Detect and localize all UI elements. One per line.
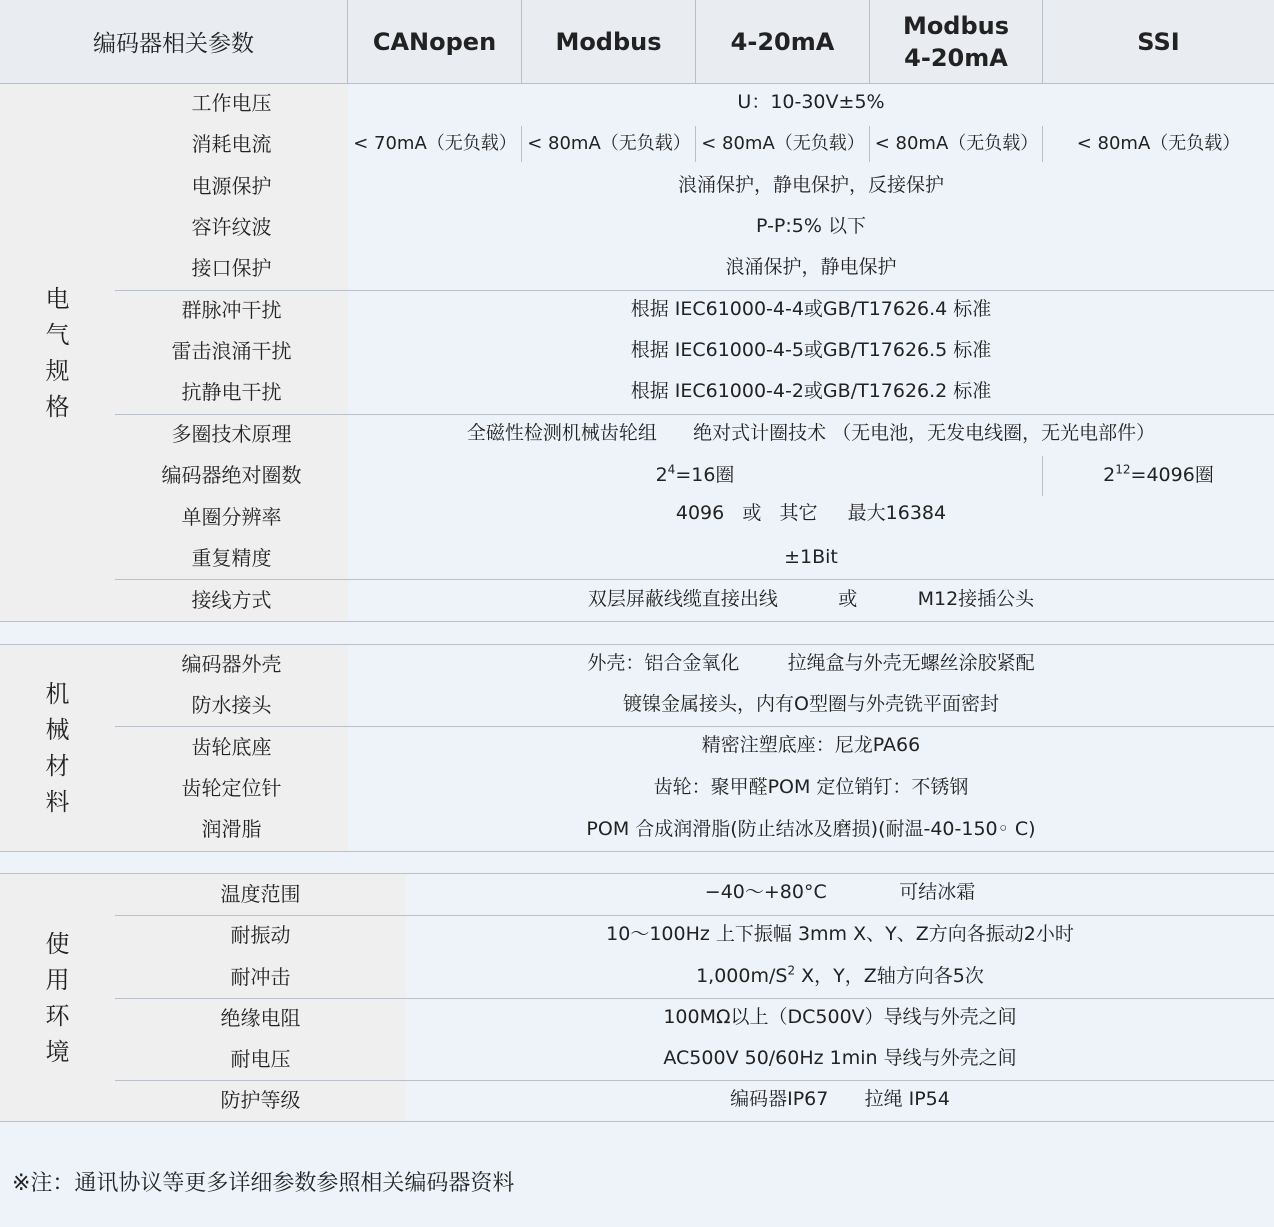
label-esd: 抗静电干扰: [181, 380, 282, 404]
header-param-label: 编码器相关参数: [0, 0, 348, 83]
header-modbus-4-20ma: Modbus 4-20mA: [870, 0, 1043, 83]
label-gear-pin: 齿轮定位针: [181, 776, 282, 800]
value-burst: 根据 IEC61000-4-4或GB/T17626.4 标准: [630, 298, 992, 320]
turns-exponent: 12: [1115, 462, 1131, 477]
label-surge: 雷击浪涌干扰: [171, 339, 292, 363]
section-label-char: 电: [45, 284, 70, 313]
label-absolute-turns: 编码器绝对圈数: [161, 463, 302, 487]
label-ripple: 容许纹波: [191, 215, 272, 239]
section-label-char: 材: [45, 752, 70, 780]
header-ssi: SSI: [1043, 0, 1274, 83]
section-label-char: 气: [45, 320, 70, 349]
value-surge: 根据 IEC61000-4-5或GB/T17626.5 标准: [630, 339, 992, 361]
section-divider: [0, 1121, 1274, 1122]
label-resolution: 单圈分辨率: [181, 505, 282, 529]
label-temperature: 温度范围: [220, 882, 301, 906]
turns-base: 2: [1103, 464, 1116, 486]
value-housing: 外壳：铝合金氧化 拉绳盒与外壳无螺丝涂胶紧配: [587, 652, 1035, 674]
label-repeat-accuracy: 重复精度: [191, 546, 272, 570]
value-grease: POM 合成润滑脂(防止结冰及磨损)(耐温-40-150◦ C): [586, 818, 1036, 840]
value-turns-standard: [348, 455, 1042, 495]
value-working-voltage: U：10-30V±5%: [737, 91, 885, 113]
section-label-char: 环: [45, 1001, 70, 1030]
mechanical-section-label: [0, 645, 115, 851]
label-grease: 润滑脂: [201, 817, 262, 841]
section-label-char: 使: [45, 929, 70, 958]
value-current-ssi: < 80mA（无负载）: [1076, 133, 1241, 154]
label-protection-grade: 防护等级: [220, 1088, 301, 1112]
value-turns-ssi: [1043, 455, 1274, 495]
value-interface-protect: 浪涌保护，静电保护: [725, 256, 897, 278]
section-divider: [0, 851, 1274, 852]
value-current-4-20ma: < 80mA（无负载）: [701, 133, 865, 154]
turns-result: =16圈: [675, 464, 735, 486]
label-power-protect: 电源保护: [191, 174, 272, 198]
section-label-char: 用: [45, 965, 70, 994]
label-burst: 群脉冲干扰: [181, 298, 282, 322]
section-label-char: 格: [45, 392, 70, 421]
label-insulation: 绝缘电阻: [220, 1006, 301, 1030]
value-withstand-voltage: AC500V 50/60Hz 1min 导线与外壳之间: [663, 1047, 1017, 1069]
value-insulation: 100MΩ以上（DC500V）导线与外壳之间: [663, 1006, 1017, 1028]
value-current-canopen: < 70mA（无负载）: [353, 133, 517, 154]
value-wiring: 双层屏蔽线缆直接出线 或 M12接插公头: [587, 588, 1035, 610]
electrical-section-label: [0, 84, 115, 621]
shock-direction: X，Y，Z轴方向各5次: [795, 965, 984, 987]
value-waterproof: 镀镍金属接头，内有O型圈与外壳铣平面密封: [623, 693, 999, 715]
turns-result: =4096圈: [1130, 464, 1214, 486]
label-working-voltage: 工作电压: [191, 91, 272, 115]
label-shock: 耐冲击: [230, 965, 291, 989]
turns-base: 2: [655, 464, 668, 486]
environment-section-label: [0, 874, 115, 1121]
section-label-char: 械: [45, 716, 70, 744]
value-repeat-accuracy: ±1Bit: [784, 546, 838, 568]
label-current: 消耗电流: [191, 132, 272, 156]
value-gear-base: 精密注塑底座：尼龙PA66: [701, 734, 921, 756]
value-ripple: P-P:5% 以下: [756, 215, 866, 237]
label-wiring: 接线方式: [191, 588, 272, 612]
value-vibration: 10～100Hz 上下振幅 3mm X、Y、Z方向各振动2小时: [606, 923, 1074, 945]
section-label-char: 境: [45, 1037, 70, 1066]
turns-exponent: 4: [667, 462, 676, 477]
section-divider: [0, 621, 1274, 622]
header-canopen: CANopen: [348, 0, 522, 83]
shock-value: 1,000m/S: [696, 965, 788, 987]
label-vibration: 耐振动: [230, 923, 291, 947]
label-housing: 编码器外壳: [181, 652, 282, 676]
label-interface-protect: 接口保护: [191, 256, 272, 280]
label-withstand-voltage: 耐电压: [230, 1047, 291, 1071]
shock-exponent: 2: [787, 963, 796, 978]
label-gear-base: 齿轮底座: [191, 735, 272, 759]
value-esd: 根据 IEC61000-4-2或GB/T17626.2 标准: [630, 380, 992, 402]
header-modbus: Modbus: [522, 0, 696, 83]
value-power-protect: 浪涌保护，静电保护，反接保护: [677, 174, 944, 196]
value-current-modbus-4-20ma: < 80mA（无负载）: [874, 133, 1039, 154]
label-waterproof: 防水接头: [191, 693, 272, 717]
section-label-char: 规: [45, 356, 70, 385]
label-multiturn: 多圈技术原理: [171, 422, 292, 446]
section-label-char: 料: [45, 788, 70, 816]
value-temperature: −40～+80°C 可结冰霜: [704, 881, 976, 903]
header-4-20ma: 4-20mA: [696, 0, 870, 83]
value-multiturn: 全磁性检测机械齿轮组 绝对式计圈技术 （无电池，无发电线圈，无光电部件）: [466, 422, 1156, 444]
footnote: ※注：通讯协议等更多详细参数参照相关编码器资料: [12, 1171, 515, 1196]
value-gear-pin: 齿轮：聚甲醛POM 定位销钉：不锈钢: [653, 776, 969, 798]
section-label-char: 机: [45, 680, 70, 708]
value-resolution: 4096 或 其它 最大16384: [675, 502, 947, 524]
value-current-modbus: < 80mA（无负载）: [527, 133, 691, 154]
value-shock: [406, 956, 1274, 996]
value-protection-grade: 编码器IP67 拉绳 IP54: [730, 1088, 950, 1110]
